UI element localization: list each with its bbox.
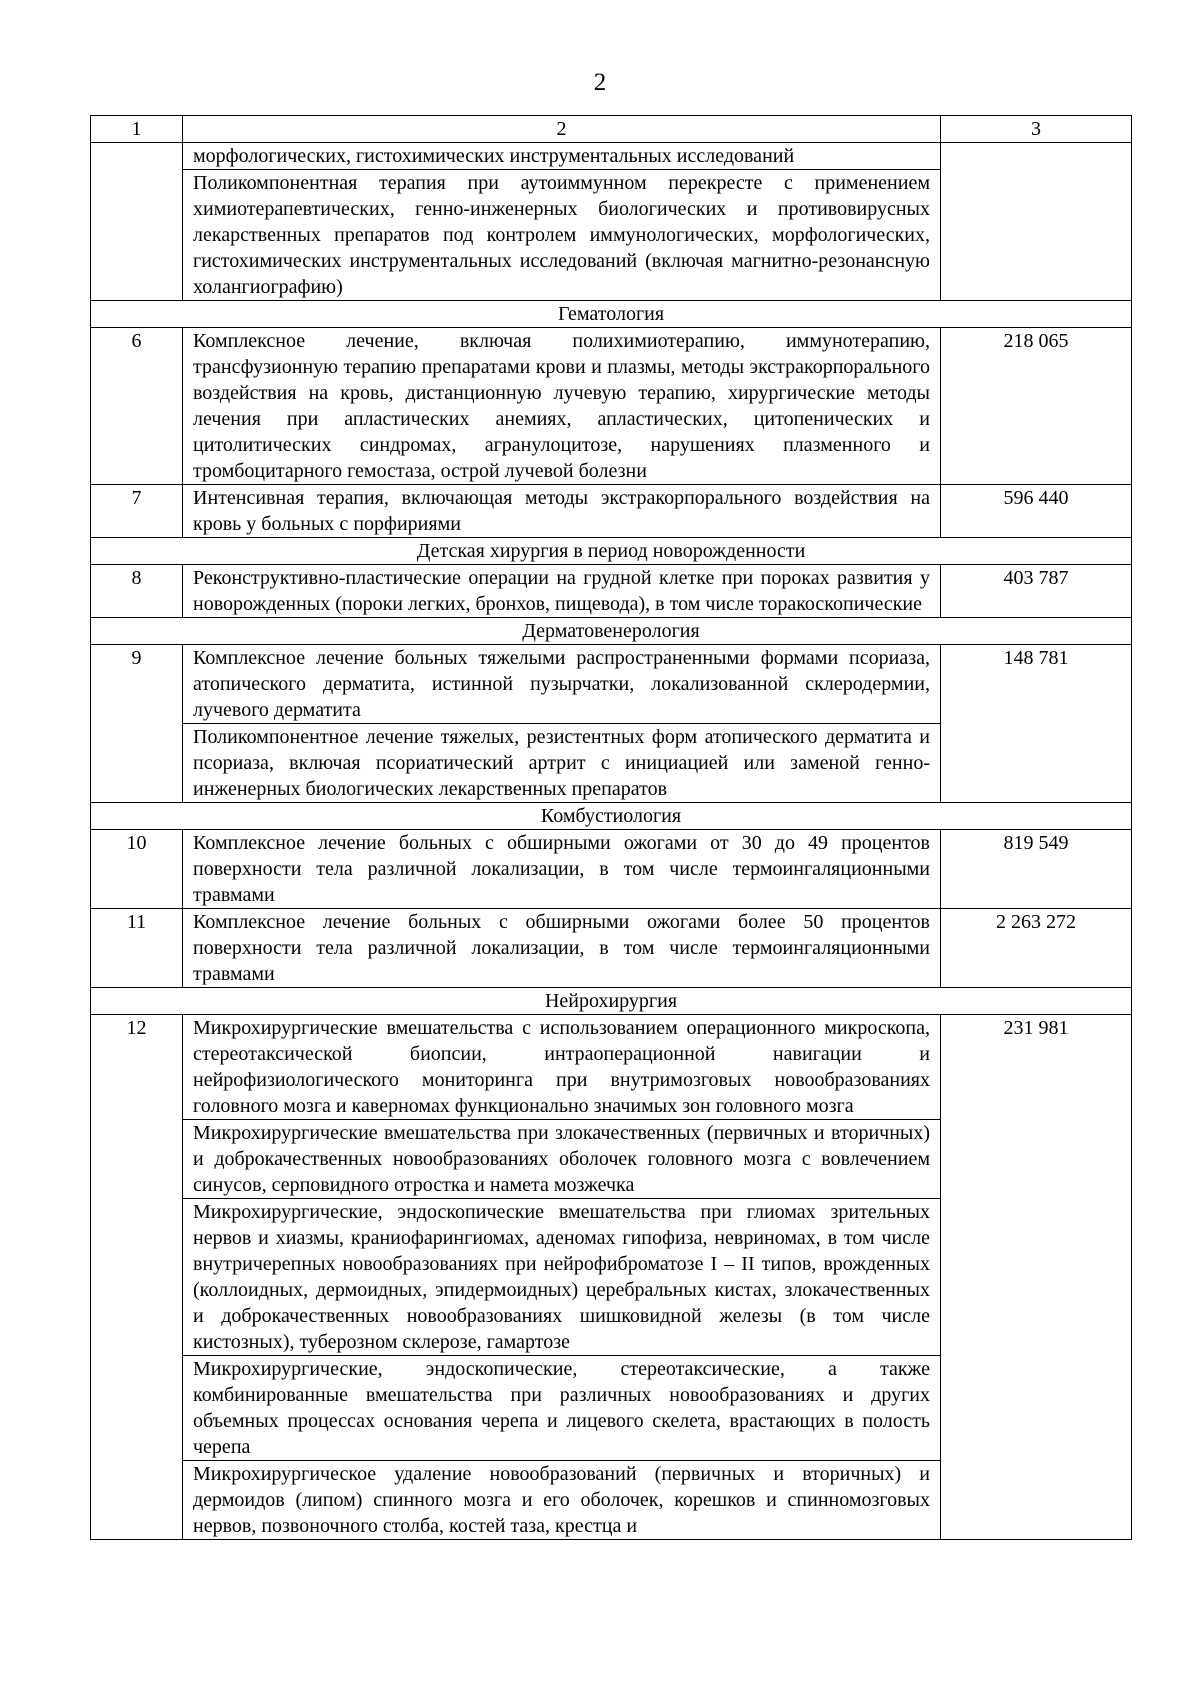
row-number: 8	[91, 565, 183, 618]
section-title: Нейрохирургия	[91, 988, 1132, 1015]
table-row	[91, 830, 1132, 909]
services-table	[90, 115, 1132, 1540]
service-item: Микрохирургическое удаление новообразований (первичных и вторичных) и дермоидов (липом) спинного мозга и его оболочек, корешков и спинномозговых нервов, позвоночного столба, костей таза, крестца и	[183, 1460, 940, 1539]
service-description	[183, 328, 941, 485]
table-row	[91, 328, 1132, 485]
service-description	[183, 565, 941, 618]
table-header-row	[91, 116, 1132, 143]
header-col-2: 2	[183, 116, 941, 143]
cost-value: 231 981	[941, 1015, 1132, 1540]
service-description	[183, 645, 941, 803]
cost-value: 2 263 272	[941, 909, 1132, 988]
service-description	[183, 485, 941, 538]
table-row	[91, 909, 1132, 988]
row-number: 6	[91, 328, 183, 485]
service-item: Комплексное лечение, включая полихимиотерапию, иммунотерапию, трансфузионную терапию препаратами крови и плазмы, методы экстракорпорального воздействия на кровь, дистанционную лучевую терапию, хирургические методы лечения при апластических анемиях, апластических, цитопенических и цитолитических синдромах, агранулоцитозе, нарушениях плазменного и тромбоцитарного гемостаза, острой лучевой болезни	[193, 330, 930, 482]
row-number: 7	[91, 485, 183, 538]
service-description	[183, 830, 941, 909]
row-number: 9	[91, 645, 183, 803]
service-description	[183, 909, 941, 988]
section-title: Детская хирургия в период новорожденности	[91, 538, 1132, 565]
section-row	[91, 803, 1132, 830]
section-row	[91, 301, 1132, 328]
cost-value: 148 781	[941, 645, 1132, 803]
section-title: Гематология	[91, 301, 1132, 328]
header-col-3: 3	[941, 116, 1132, 143]
service-item: морфологических, гистохимических инструментальных исследований	[193, 145, 795, 167]
service-item: Комплексное лечение больных с обширными ожогами от 30 до 49 процентов поверхности тела различной локализации, в том числе термоингаляционными травмами	[193, 832, 930, 906]
cost-value: 403 787	[941, 565, 1132, 618]
row-number: 12	[91, 1015, 183, 1540]
cost-value: 596 440	[941, 485, 1132, 538]
section-title: Дерматовенерология	[91, 618, 1132, 645]
service-item: Микрохирургические, эндоскопические вмешательства при глиомах зрительных нервов и хиазмы, краниофарингиомах, аденомах гипофиза, невриномах, в том числе внутричерепных новообразованиях при нейрофиброматозе I – II типов, врожденных (коллоидных, дермоидных, эпидермоидных) церебральных кистах, злокачественных и доброкачественных новообразованиях шишковидной железы (в том числе кистозных), туберозном склерозе, гамартозе	[183, 1198, 940, 1355]
service-description	[183, 143, 941, 301]
table-row	[91, 143, 1132, 301]
service-item: Поликомпонентное лечение тяжелых, резистентных форм атопического дерматита и псориаза, включая псориатический артрит с инициацией или заменой генно-инженерных биологических лекарственных препаратов	[183, 723, 940, 802]
service-item: Микрохирургические вмешательства при злокачественных (первичных и вторичных) и доброкачественных новообразованиях оболочек головного мозга с вовлечением синусов, серповидного отростка и намета мозжечка	[183, 1119, 940, 1198]
section-row	[91, 618, 1132, 645]
table-row	[91, 485, 1132, 538]
service-item: Микрохирургические вмешательства с использованием операционного микроскопа, стереотаксической биопсии, интраоперационной навигации и нейрофизиологического мониторинга при внутримозговых новообразованиях головного мозга и каверномах функционально значимых зон головного мозга	[193, 1017, 930, 1117]
service-item: Реконструктивно-пластические операции на грудной клетке при пороках развития у новорожденных (пороки легких, бронхов, пищевода), в том числе торакоскопические	[193, 567, 930, 615]
page-number: 2	[593, 69, 607, 96]
section-row	[91, 988, 1132, 1015]
service-item: Микрохирургические, эндоскопические, стереотаксические, а также комбинированные вмешательства при различных новообразованиях и других объемных процессах основания черепа и лицевого скелета, врастающих в полость черепа	[183, 1355, 940, 1460]
service-item: Комплексное лечение больных с обширными ожогами более 50 процентов поверхности тела различной локализации, в том числе термоингаляционными травмами	[193, 911, 930, 985]
header-col-1: 1	[91, 116, 183, 143]
cost-value: 819 549	[941, 830, 1132, 909]
cost-value	[941, 143, 1132, 301]
section-title: Комбустиология	[91, 803, 1132, 830]
section-row	[91, 538, 1132, 565]
service-item: Поликомпонентная терапия при аутоиммунном перекресте с применением химиотерапевтических, генно-инженерных биологических и противовирусных лекарственных препаратов под контролем иммунологических, морфологических, гистохимических инструментальных исследований (включая магнитно-резонансную холангиографию)	[183, 169, 940, 300]
row-number	[91, 143, 183, 301]
table-row	[91, 645, 1132, 803]
row-number: 10	[91, 830, 183, 909]
cost-value: 218 065	[941, 328, 1132, 485]
service-item: Интенсивная терапия, включающая методы экстракорпорального воздействия на кровь у больных с порфириями	[193, 487, 930, 535]
row-number: 11	[91, 909, 183, 988]
service-item: Комплексное лечение больных тяжелыми распространенными формами псориаза, атопического дерматита, истинной пузырчатки, локализованной склеродермии, лучевого дерматита	[193, 647, 930, 721]
table-row	[91, 1015, 1132, 1540]
table-row	[91, 565, 1132, 618]
service-description	[183, 1015, 941, 1540]
